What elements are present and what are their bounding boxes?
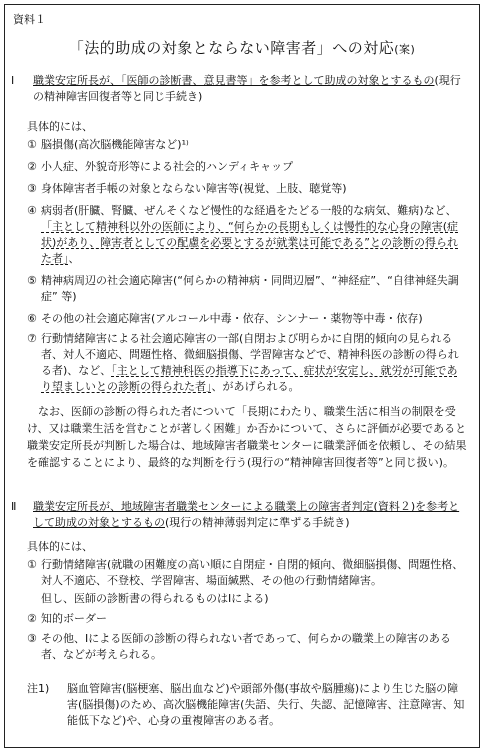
document-title [5, 37, 479, 58]
item-text [41, 203, 467, 267]
section-2 [5, 499, 479, 663]
item-text-post: 、 [68, 252, 80, 265]
item-text: 但し、医師の診断書の得られるものはⅠによる) [41, 592, 269, 605]
section-1-numeral: Ⅰ [11, 74, 15, 87]
item-text-post: 、があげられる。 [211, 380, 300, 393]
section-1-heading [5, 73, 479, 105]
list-item [5, 611, 479, 627]
section-2-numeral: Ⅱ [11, 500, 17, 513]
section-2-heading-underlined: 職業安定所長が、地域障害者職業センターによる職業上の障害者判定(資料２)を参考として助成の対象とするもの [33, 500, 460, 529]
item-text: 身体障害者手帳の対象とならない障害等(視覚、上肢、聴覚等) [41, 182, 347, 195]
item-text-pre: 行動情緒障害による社会適応障害の一部(自閉および明らかに自閉的傾向の見られる者、対人不適応、問題性格、微細脳損傷、学習障害などで、精神科医の診断の得られる者)、など、 [41, 332, 459, 377]
document-page [4, 4, 480, 748]
title-main: 「法的助成の対象とならない障害者」への対応 [68, 39, 395, 57]
list-item [5, 331, 479, 395]
item-marker: ⑥ [27, 312, 37, 325]
item-marker: ① [27, 558, 37, 571]
item-marker: ⑦ [27, 332, 37, 345]
item-text: その他の社会適応障害(アルコール中毒・依存、シンナー・薬物等中毒・依存) [41, 312, 423, 325]
section-2-heading-rest: (現行の精神薄弱判定に準ずる手続き) [165, 516, 350, 529]
item-marker: ① [27, 138, 37, 151]
list-item [5, 631, 479, 663]
item-text-quote: 「主として精神科以外の医師により、“何らかの長期もしくは慢性的な心身の障害(症状)があり、障害者としての配慮を必要とするが就業は可能である”との診断の得られた者」 [41, 220, 458, 265]
footnote-marker: 注1) [27, 682, 50, 695]
item-text: 小人症、外貌奇形等による社会的ハンディキャップ [41, 160, 294, 173]
section-2-heading [5, 499, 479, 531]
list-item [5, 159, 479, 175]
item-text: 知的ボーダー [41, 612, 107, 625]
item-text: その他、Ⅰによる医師の診断の得られない者であって、何らかの職業上の障害のある者、などが考えられる。 [41, 632, 451, 661]
item-marker: ④ [27, 204, 37, 217]
list-item [5, 137, 479, 153]
footnote-text: 脳血管障害(脳梗塞、脳出血など)や頭部外傷(事故や脳腫瘍)により生じた脳の障害(脳損傷)のため、高次脳機能障害(失語、失行、失認、記憶障害、注意障害、知能低下など)や、心身の重複障害のある者。 [67, 682, 465, 727]
list-item [5, 591, 479, 607]
section-1-intro: 具体的には、 [27, 120, 93, 133]
section-1-paragraph: なお、医師の診断の得られた者について「長期にわたり、職業生活に相当の制限を受け、又は職業生活を営むことが著しく困難」か否かについて、さらに評価が必要であると職業安定所長が判断した場合は、地域障害者職業センターに職業評価を依頼し、その結果を確認することにより、最終的な判断を行う(現行の“精神障害回復者等”と同じ扱い)。 [27, 405, 467, 469]
item-text: 脳損傷(高次脳機能障害など)¹⁾ [41, 138, 189, 151]
item-marker: ② [27, 612, 37, 625]
item-marker [27, 591, 41, 607]
item-marker: ③ [27, 632, 37, 645]
section-1-heading-underlined: 職業安定所長が、「医師の診断書、意見書等」を参考として助成の対象とするもの [33, 74, 435, 87]
item-marker: ⑤ [27, 274, 37, 287]
item-text [41, 331, 467, 395]
item-text-quote: 「主として精神科医の指導下にあって、症状が安定し、就労が可能であり望ましいとの診断の得られた者」 [41, 364, 458, 393]
item-marker: ② [27, 160, 37, 173]
list-item [5, 203, 479, 267]
list-item [5, 557, 479, 589]
footnote [5, 681, 479, 729]
list-item [5, 181, 479, 197]
item-text: 精神病周辺の社会適応障害(“何らかの精神病・同問辺層”、“神経症”、“自律神経失調症” 等) [41, 274, 459, 303]
document-label: 資料１ [13, 13, 46, 26]
item-text-pre: 病弱者(肝臓、腎臓、ぜんそくなど慢性的な経過をたどる一般的な病気、難病)など、 [41, 204, 457, 217]
section-1 [5, 73, 479, 471]
footnote-row [5, 681, 479, 729]
item-text: 行動情緒障害(就職の困難度の高い順に自閉症・自閉的傾向、微細脳損傷、問題性格、対人不適応、不登校、学習障害、場面緘黙、その他の行動情緒障害。 [41, 558, 464, 587]
list-item [5, 311, 479, 327]
list-item [5, 273, 479, 305]
item-marker: ③ [27, 182, 37, 195]
section-2-intro: 具体的には、 [27, 540, 93, 553]
title-suffix: (案) [394, 43, 416, 56]
section-1-heading-rest: (現行の精神障害回復者等と同じ手続き) [33, 74, 461, 103]
